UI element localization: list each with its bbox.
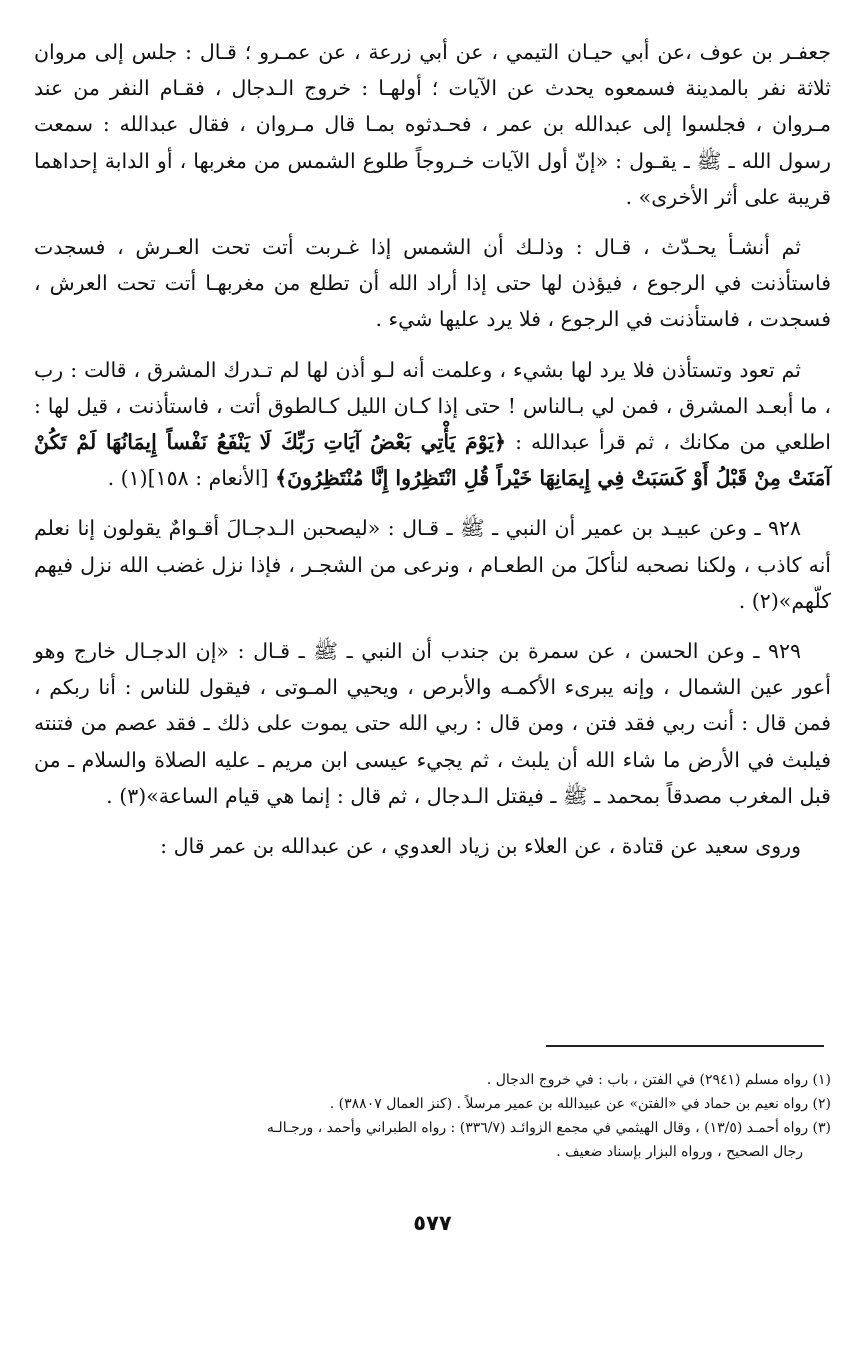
paragraph-1: جعفـر بن عوف ،عن أبي حيـان التيمي ، عن أبي زرعة ، عن عمـرو ؛ قـال : جلس إلى مروان ثلاثة نفر بالمدينة فسمعوه يحدث عن الآيات ؛ أولهـا : خروج الـدجال ، فقـام النفر من عند مـروان ، فجلسوا إلى عبدالله بن عمر ، فحـدثوه بمـا قال مـروان ، فقال عبدالله : سمعت رسول الله ـ ﷺ ـ يقـول : «إنّ أول الآيات خـروجاً طلوع الشمس من مغربها ، أو الدابة إحداهما قريبة على أثر الأخرى» . [34, 40, 831, 209]
footnote-1: (١) رواه مسلم (٢٩٤١) في الفتن ، باب : في خروج الدجال . [486, 1072, 831, 1088]
hadith-929: ٩٢٩ ـ وعن الحسن ، عن سمرة بن جندب أن النبي ـ ﷺ ـ قـال : «إن الدجـال خارج وهو أعور عين الشمال ، وإنه يبرىء الأكمـه والأبرص ، ويحيي المـوتى ، فيقول للناس : أنا ربكم ، فمن قال : أنت ربي فقد فتن ، ومن قال : ربي الله حتى يموت على ذلك ـ فقد عصم من فتنته فيلبث في الأرض ما شاء الله أن يلبث ، ثم يجيء عيسى ابن مريم ـ عليه الصلاة والسلام ـ من قبل المغرب مصدقاً بمحمد ـ ﷺ ـ فيقتل الـدجال ، ثم قال : إنما هي قيام الساعة»(٣) . [34, 639, 831, 808]
paragraph-3-intro: ثم تعود وتستأذن فلا يرد لها بشيء ، وعلمت أنه لـو أذن لها لم تـدرك المشرق ، قالت : رب ، ما أبعـد المشرق ، فمن لي بـالناس ! حتى إذا كـان الليل كـالطوق أتت ، فاستأذنت ، قيل لها : اطلعي من مكانك ، ثم قرأ عبدالله : [34, 357, 831, 455]
quran-reference: [الأنعام : ١٥٨](١) . [107, 466, 269, 491]
hadith-928: ٩٢٨ ـ وعن عبيـد بن عمير أن النبي ـ ﷺ ـ قـال : «ليصحبن الـدجـالَ أقـوامٌ يقولون إنا نعلم أنه كاذب ، ولكنا نصحبه لنأكلَ من الطعـام ، ونرعى من الشجـر ، فإذا نزل غضب الله نزل فيهم كلّهم»(٢) . [34, 516, 831, 613]
footnote-3 [50, 1116, 831, 1164]
paragraph-6: وروى سعيد عن قتادة ، عن العلاء بن زياد العدوي ، عن عبدالله بن عمر قال : [160, 834, 801, 859]
page-number: ٥٧٧ [413, 1211, 452, 1235]
footnote-3-line-2: رجال الصحيح ، ورواه البزار بإسناد ضعيف . [556, 1144, 803, 1160]
footnote-3-line-1: (٣) رواه أحمـد (١٣/٥) ، وقال الهيثمي في مجمع الزوائـد (٣٣٦/٧) : رواه الطبراني وأحمد ، ورجـالـه [266, 1120, 831, 1136]
main-text [34, 34, 831, 878]
paragraph-3 [34, 352, 831, 497]
footnote-2: (٢) رواه نعيم بن حماد في «الفتن» عن عبيدالله بن عمير مرسلاً . (كنز العمال ٣٨٨٠٧) . [329, 1096, 831, 1112]
quran-verse: ﴿يَوْمَ يَأْتِي بَعْضُ آيَاتِ رَبِّكَ لَا يَنْفَعُ نَفْساً إِيمَانُهَا لَمْ تَكُنْ آمَنَتْ مِنْ قَبْلُ أَوْ كَسَبَتْ فِي إِيمَانِهَا خَيْراً قُلِ انْتَظِرُوا إِنَّا مُنْتَظِرُونَ﴾ [34, 430, 831, 491]
paragraph-2: ثم أنشـأ يحـدّث ، قـال : وذلـك أن الشمس إذا غـربت أتت تحت العـرش ، فسجدت فاستأذنت في الرجوع ، فيؤذن لها حتى إذا أراد الله أن تطلع من مغربهـا أتت تحت العرش ، فسجدت ، فاستأذنت في الرجوع ، فلا يرد عليها شيء . [34, 235, 831, 332]
footnote-divider [546, 1045, 824, 1047]
footnotes [50, 1068, 831, 1164]
